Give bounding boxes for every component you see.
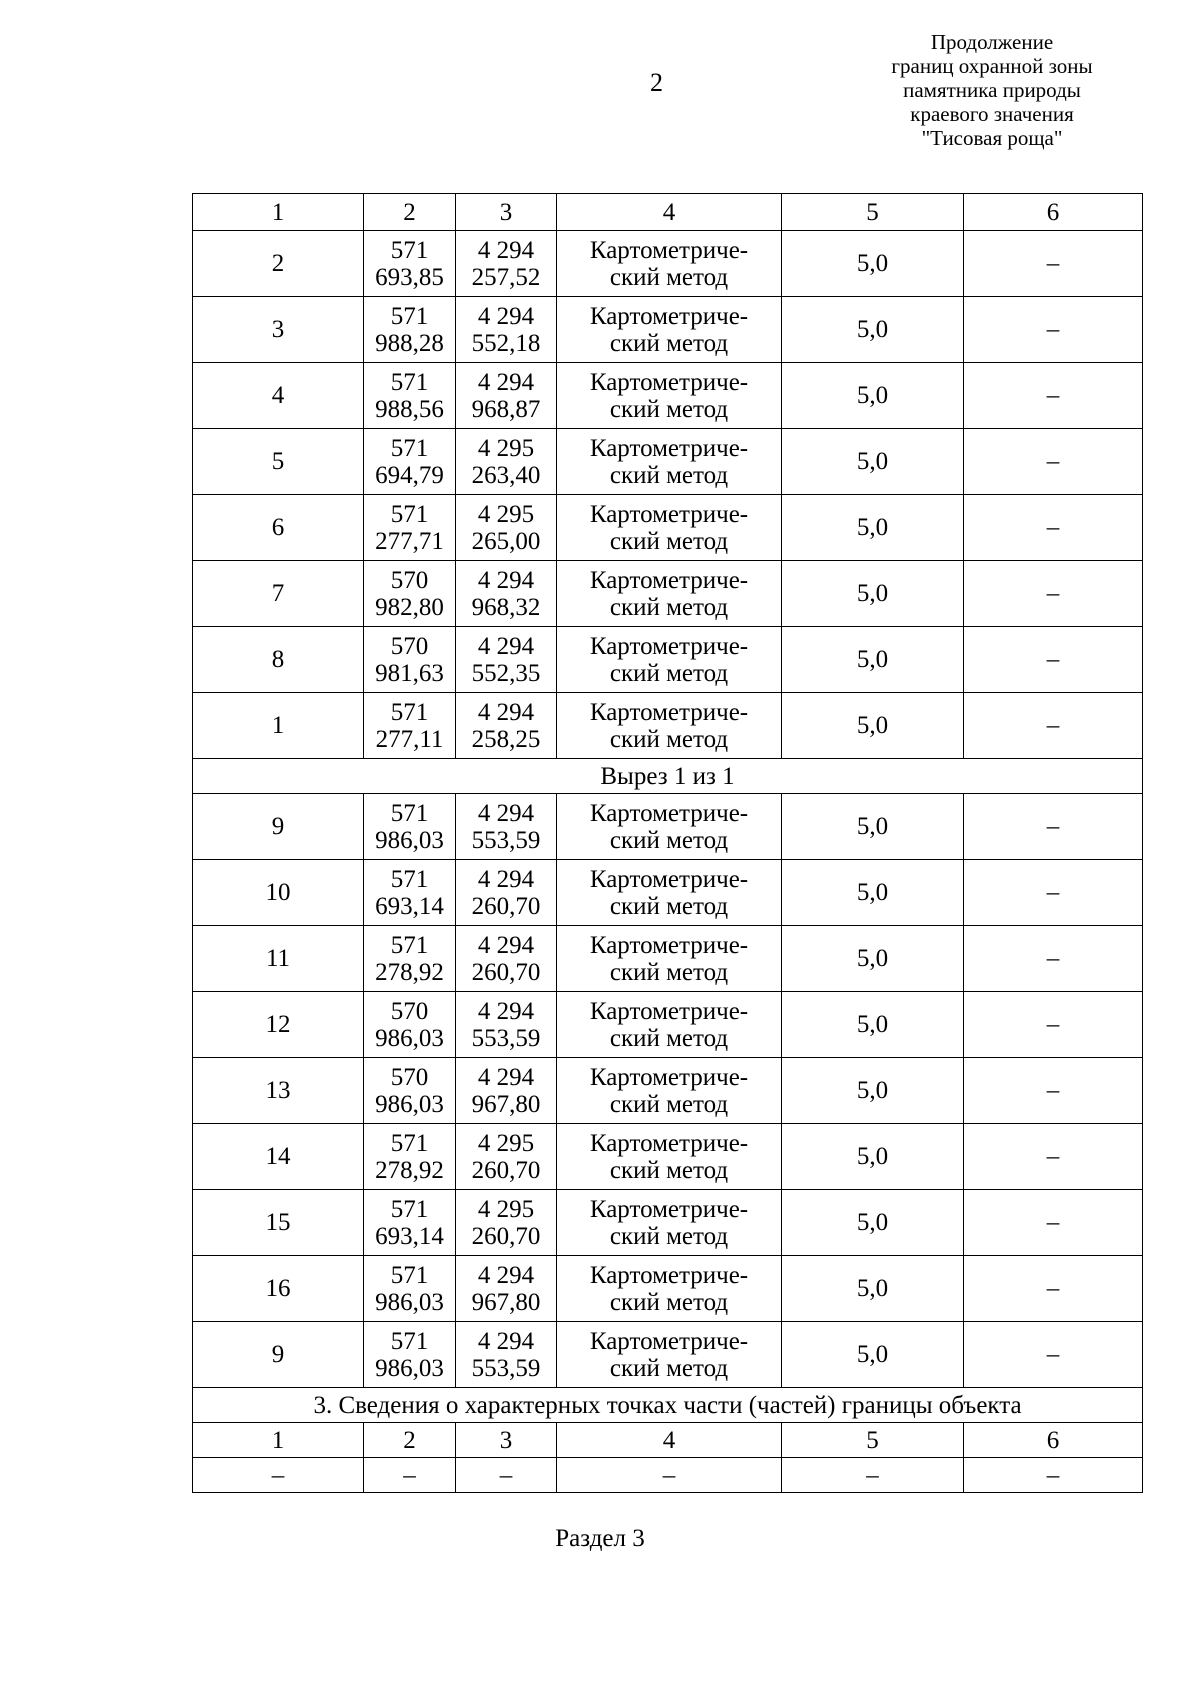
table-cell xyxy=(456,1058,557,1124)
cell-line: 260,70 xyxy=(471,1222,541,1250)
cell-line: 571 xyxy=(390,1129,429,1157)
cell-line: ский метод xyxy=(609,461,729,489)
cell-line: 570 xyxy=(390,566,429,594)
table-cell: – xyxy=(964,297,1143,363)
table-row xyxy=(193,627,1143,693)
table-cell: – xyxy=(964,363,1143,429)
table-cell: 6 xyxy=(964,1423,1143,1458)
cell-line: Картометриче- xyxy=(589,799,749,827)
cell-line: 4 295 xyxy=(477,500,535,528)
caption-line: границ охранной зоны xyxy=(891,54,1093,78)
table-cell xyxy=(557,231,782,297)
table-cell: 3 xyxy=(456,1423,557,1458)
document-caption xyxy=(842,30,1142,150)
table-cell xyxy=(557,1256,782,1322)
table-cell: 11 xyxy=(193,926,364,992)
table-cell: 9 xyxy=(193,1322,364,1388)
table-cell: 12 xyxy=(193,992,364,1058)
cell-line: Картометриче- xyxy=(589,500,749,528)
table-cell xyxy=(456,429,557,495)
cell-line: 263,40 xyxy=(471,461,541,489)
section3-header-row xyxy=(193,1423,1143,1458)
table-cell: 5,0 xyxy=(782,495,964,561)
table-cell xyxy=(364,693,456,759)
cell-line: 4 294 xyxy=(477,632,535,660)
table-cell: – xyxy=(964,1124,1143,1190)
table-cell: 5,0 xyxy=(782,429,964,495)
table-cell: 5,0 xyxy=(782,561,964,627)
table-row xyxy=(193,231,1143,297)
cell-line: Картометриче- xyxy=(589,865,749,893)
table-cell: 5,0 xyxy=(782,1124,964,1190)
table-cell: – xyxy=(964,860,1143,926)
table-cell: – xyxy=(364,1458,456,1493)
table-cell xyxy=(364,627,456,693)
table-cell xyxy=(557,627,782,693)
table-row xyxy=(193,1322,1143,1388)
table-cell: – xyxy=(964,495,1143,561)
table-row xyxy=(193,495,1143,561)
table-cell: 10 xyxy=(193,860,364,926)
table-cell: – xyxy=(964,1190,1143,1256)
cell-line: 986,03 xyxy=(375,1024,444,1052)
header-cell: 6 xyxy=(964,194,1143,231)
table-cell: 5,0 xyxy=(782,693,964,759)
table-cell xyxy=(456,926,557,992)
table-cell: – xyxy=(782,1458,964,1493)
cell-line: Картометриче- xyxy=(589,1195,749,1223)
cell-line: ский метод xyxy=(609,395,729,423)
cell-line: ский метод xyxy=(609,593,729,621)
table-cell: 5,0 xyxy=(782,363,964,429)
table-cell xyxy=(364,1256,456,1322)
table-cell xyxy=(557,1190,782,1256)
table-cell: 2 xyxy=(364,1423,456,1458)
cell-line: 552,35 xyxy=(471,659,541,687)
cell-line: ский метод xyxy=(609,1024,729,1052)
table-row xyxy=(193,860,1143,926)
cutout-row xyxy=(193,759,1143,794)
table-cell: 2 xyxy=(193,231,364,297)
cell-line: ский метод xyxy=(609,958,729,986)
table-cell: – xyxy=(557,1458,782,1493)
cell-line: 571 xyxy=(390,1195,429,1223)
cell-line: 986,03 xyxy=(375,826,444,854)
table-cell: 6 xyxy=(193,495,364,561)
table-cell: 5,0 xyxy=(782,1190,964,1256)
table-row xyxy=(193,926,1143,992)
cell-line: 693,85 xyxy=(375,263,444,291)
table-cell xyxy=(364,1322,456,1388)
cell-line: Картометриче- xyxy=(589,632,749,660)
cell-line: Картометриче- xyxy=(589,302,749,330)
table-cell xyxy=(456,495,557,561)
cell-line: 4 295 xyxy=(477,1195,535,1223)
table-header-row xyxy=(193,194,1143,231)
cell-line: 260,70 xyxy=(471,892,541,920)
table-cell: 1 xyxy=(193,693,364,759)
table-cell xyxy=(456,693,557,759)
table-cell: 5,0 xyxy=(782,1058,964,1124)
cell-line: 988,56 xyxy=(375,395,444,423)
table-cell xyxy=(456,1322,557,1388)
table-cell: 3 xyxy=(193,297,364,363)
table-cell: 5,0 xyxy=(782,297,964,363)
table-cell: 5,0 xyxy=(782,860,964,926)
table-cell xyxy=(557,992,782,1058)
table-cell xyxy=(364,992,456,1058)
cell-line: 4 294 xyxy=(477,799,535,827)
table-cell xyxy=(456,860,557,926)
table-cell xyxy=(557,860,782,926)
table-cell xyxy=(364,363,456,429)
table-cell: 5,0 xyxy=(782,231,964,297)
cell-line: 4 294 xyxy=(477,1063,535,1091)
cell-line: Картометриче- xyxy=(589,1261,749,1289)
cell-line: Картометриче- xyxy=(589,368,749,396)
table-cell xyxy=(557,1322,782,1388)
cell-line: ский метод xyxy=(609,1222,729,1250)
header-cell: 1 xyxy=(193,194,364,231)
table-cell xyxy=(557,794,782,860)
table-row xyxy=(193,1190,1143,1256)
cell-line: 571 xyxy=(390,302,429,330)
cell-line: 571 xyxy=(390,500,429,528)
table-row xyxy=(193,1124,1143,1190)
table-cell: Вырез 1 из 1 xyxy=(193,759,1143,794)
caption-line: краевого значения xyxy=(910,102,1074,126)
table-row xyxy=(193,363,1143,429)
header-cell: 5 xyxy=(782,194,964,231)
table-cell: – xyxy=(193,1458,364,1493)
cell-line: 260,70 xyxy=(471,1156,541,1184)
page-number: 2 xyxy=(650,68,663,97)
cell-line: 693,14 xyxy=(375,892,444,920)
table-cell xyxy=(557,926,782,992)
boundary-points-table xyxy=(192,193,1143,1493)
cell-line: Картометриче- xyxy=(589,1063,749,1091)
table-cell xyxy=(557,561,782,627)
cell-line: ский метод xyxy=(609,659,729,687)
table-cell xyxy=(557,297,782,363)
table-cell: 16 xyxy=(193,1256,364,1322)
cell-line: 552,18 xyxy=(471,329,541,357)
cell-line: 4 294 xyxy=(477,236,535,264)
table-row xyxy=(193,561,1143,627)
cell-line: 4 294 xyxy=(477,931,535,959)
caption-line: Продолжение xyxy=(930,30,1054,54)
table-cell xyxy=(456,363,557,429)
cell-line: 570 xyxy=(390,1063,429,1091)
cell-line: 278,92 xyxy=(375,1156,444,1184)
table-row xyxy=(193,297,1143,363)
cell-line: 570 xyxy=(390,997,429,1025)
table-cell: 5 xyxy=(193,429,364,495)
table-cell xyxy=(456,561,557,627)
table-cell: – xyxy=(456,1458,557,1493)
table-cell xyxy=(557,1058,782,1124)
table-cell: – xyxy=(964,1458,1143,1493)
cell-line: 981,63 xyxy=(375,659,444,687)
cell-line: Картометриче- xyxy=(589,931,749,959)
caption-line: памятника природы xyxy=(903,78,1081,102)
cell-line: 571 xyxy=(390,799,429,827)
cell-line: ский метод xyxy=(609,1156,729,1184)
cell-line: 571 xyxy=(390,698,429,726)
table-cell xyxy=(456,1124,557,1190)
table-cell: – xyxy=(964,231,1143,297)
section-label: Раздел 3 xyxy=(555,1525,645,1552)
table-cell xyxy=(364,860,456,926)
table-cell: 5,0 xyxy=(782,794,964,860)
cell-line: 4 295 xyxy=(477,434,535,462)
table-cell xyxy=(364,561,456,627)
cell-line: 571 xyxy=(390,434,429,462)
cell-line: Картометриче- xyxy=(589,434,749,462)
table-cell xyxy=(364,429,456,495)
table-cell: – xyxy=(964,627,1143,693)
cell-line: ский метод xyxy=(609,263,729,291)
cell-line: Картометриче- xyxy=(589,1129,749,1157)
table-cell: – xyxy=(964,992,1143,1058)
section3-title-row xyxy=(193,1388,1143,1423)
cell-line: Картометриче- xyxy=(589,566,749,594)
cell-line: 277,71 xyxy=(375,527,444,555)
cell-line: ский метод xyxy=(609,725,729,753)
table-cell: – xyxy=(964,693,1143,759)
table-row xyxy=(193,1256,1143,1322)
cell-line: 986,03 xyxy=(375,1090,444,1118)
table-cell xyxy=(557,429,782,495)
cell-line: 4 294 xyxy=(477,368,535,396)
table-row xyxy=(193,1058,1143,1124)
cell-line: 4 294 xyxy=(477,1261,535,1289)
table-cell: 9 xyxy=(193,794,364,860)
cell-line: 265,00 xyxy=(471,527,541,555)
table-cell xyxy=(364,231,456,297)
cell-line: 570 xyxy=(390,632,429,660)
cell-line: 4 294 xyxy=(477,865,535,893)
cell-line: 4 294 xyxy=(477,1327,535,1355)
table-cell xyxy=(557,693,782,759)
cell-line: 988,28 xyxy=(375,329,444,357)
cell-line: 4 294 xyxy=(477,302,535,330)
cell-line: 257,52 xyxy=(471,263,541,291)
cell-line: 4 294 xyxy=(477,997,535,1025)
table-cell: – xyxy=(964,429,1143,495)
table-cell: 4 xyxy=(557,1423,782,1458)
caption-line: "Тисовая роща" xyxy=(921,126,1063,150)
cell-line: 258,25 xyxy=(471,725,541,753)
table-cell: 5 xyxy=(782,1423,964,1458)
cell-line: 553,59 xyxy=(471,826,541,854)
table-cell xyxy=(456,297,557,363)
table-cell: 7 xyxy=(193,561,364,627)
cell-line: 571 xyxy=(390,865,429,893)
table-cell xyxy=(364,495,456,561)
table-cell: 5,0 xyxy=(782,992,964,1058)
cell-line: 571 xyxy=(390,1261,429,1289)
table-cell: 1 xyxy=(193,1423,364,1458)
table-cell: – xyxy=(964,1322,1143,1388)
cell-line: 571 xyxy=(390,236,429,264)
table-cell: – xyxy=(964,561,1143,627)
cell-line: 4 294 xyxy=(477,566,535,594)
cell-line: 571 xyxy=(390,368,429,396)
cell-line: Картометриче- xyxy=(589,1327,749,1355)
table-cell xyxy=(364,794,456,860)
header-cell: 3 xyxy=(456,194,557,231)
table-cell: 4 xyxy=(193,363,364,429)
cell-line: 968,87 xyxy=(471,395,541,423)
table-cell xyxy=(364,1190,456,1256)
cell-line: 553,59 xyxy=(471,1354,541,1382)
table-cell xyxy=(364,1124,456,1190)
cell-line: 693,14 xyxy=(375,1222,444,1250)
table-cell xyxy=(456,794,557,860)
table-cell xyxy=(364,297,456,363)
cell-line: 986,03 xyxy=(375,1354,444,1382)
table-cell xyxy=(456,1190,557,1256)
cell-line: Картометриче- xyxy=(589,236,749,264)
table-cell: – xyxy=(964,794,1143,860)
cell-line: 986,03 xyxy=(375,1288,444,1316)
cell-line: ский метод xyxy=(609,527,729,555)
cell-line: 967,80 xyxy=(471,1090,541,1118)
table-row xyxy=(193,429,1143,495)
table-cell xyxy=(456,231,557,297)
cell-line: 277,11 xyxy=(375,725,444,753)
cell-line: ский метод xyxy=(609,1288,729,1316)
table-cell: – xyxy=(964,1058,1143,1124)
cell-line: 571 xyxy=(390,1327,429,1355)
cell-line: ский метод xyxy=(609,329,729,357)
table-cell xyxy=(364,926,456,992)
cell-line: Картометриче- xyxy=(589,997,749,1025)
table-cell xyxy=(456,627,557,693)
table-cell xyxy=(456,1256,557,1322)
table-cell xyxy=(557,1124,782,1190)
table-cell: 5,0 xyxy=(782,1256,964,1322)
table-cell xyxy=(557,495,782,561)
cell-line: ский метод xyxy=(609,826,729,854)
table-row xyxy=(193,992,1143,1058)
header-cell: 2 xyxy=(364,194,456,231)
table-cell: 8 xyxy=(193,627,364,693)
table-cell: 5,0 xyxy=(782,627,964,693)
cell-line: 4 295 xyxy=(477,1129,535,1157)
cell-line: 553,59 xyxy=(471,1024,541,1052)
cell-line: 260,70 xyxy=(471,958,541,986)
table-row xyxy=(193,794,1143,860)
table-cell: 14 xyxy=(193,1124,364,1190)
table-cell: 3. Сведения о характерных точках части (частей) границы объекта xyxy=(193,1388,1143,1423)
table-cell xyxy=(456,992,557,1058)
cell-line: 278,92 xyxy=(375,958,444,986)
cell-line: 4 294 xyxy=(477,698,535,726)
table-cell: 5,0 xyxy=(782,926,964,992)
cell-line: ский метод xyxy=(609,1090,729,1118)
cell-line: 982,80 xyxy=(375,593,444,621)
table-cell: 15 xyxy=(193,1190,364,1256)
table-cell: 5,0 xyxy=(782,1322,964,1388)
table-cell xyxy=(557,363,782,429)
cell-line: 694,79 xyxy=(375,461,444,489)
table-cell: – xyxy=(964,1256,1143,1322)
cell-line: ский метод xyxy=(609,892,729,920)
cell-line: Картометриче- xyxy=(589,698,749,726)
cell-line: 968,32 xyxy=(471,593,541,621)
table-cell xyxy=(364,1058,456,1124)
table-row xyxy=(193,693,1143,759)
table-cell: – xyxy=(964,926,1143,992)
section3-data-row xyxy=(193,1458,1143,1493)
cell-line: ский метод xyxy=(609,1354,729,1382)
cell-line: 571 xyxy=(390,931,429,959)
header-cell: 4 xyxy=(557,194,782,231)
cell-line: 967,80 xyxy=(471,1288,541,1316)
table-cell: 13 xyxy=(193,1058,364,1124)
